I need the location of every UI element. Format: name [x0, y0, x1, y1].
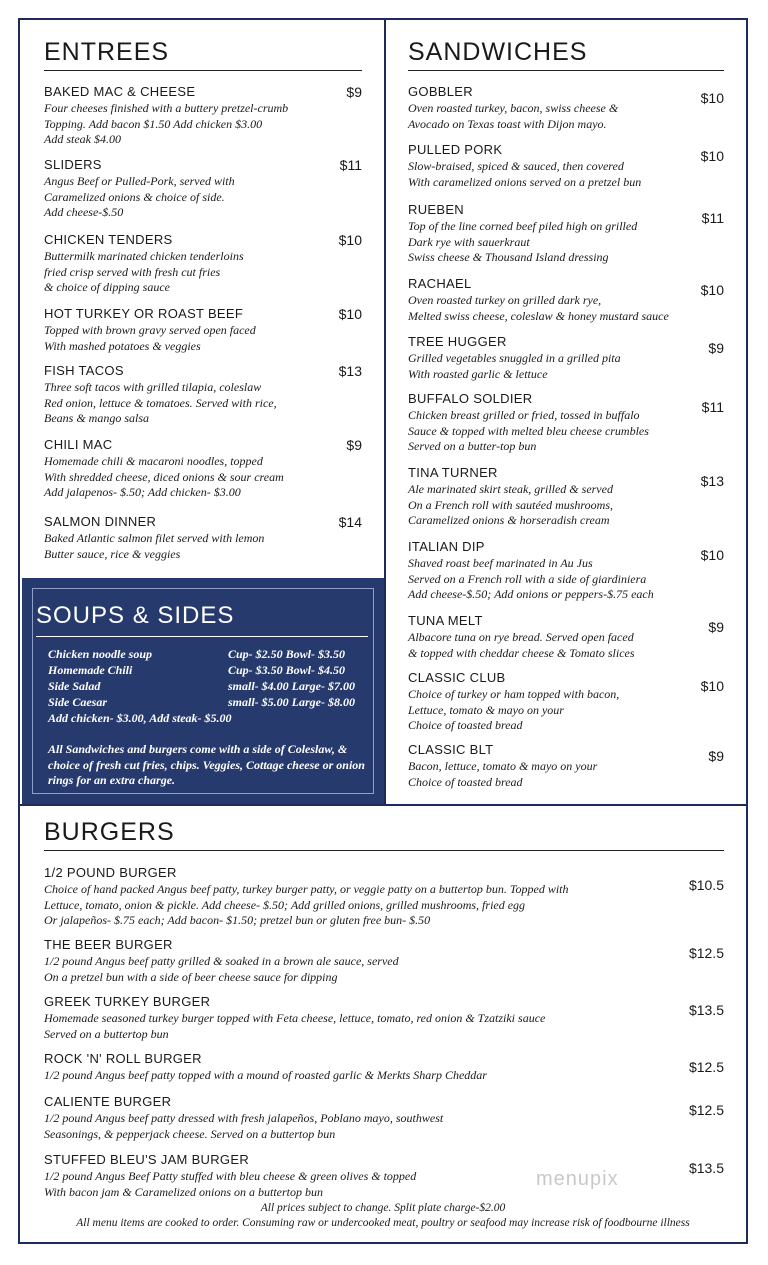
- item-price: $13.5: [688, 1160, 724, 1176]
- item-price: $9: [708, 619, 724, 635]
- item-description: Caramelized onions & horseradish cream: [408, 513, 610, 527]
- item-description: Three soft tacos with grilled tilapia, coleslaw: [44, 380, 262, 394]
- item-name: RUEBEN: [408, 202, 464, 217]
- item-price: $13: [700, 473, 724, 489]
- item-name: GOBBLER: [408, 84, 473, 99]
- soup-side-row: [48, 646, 368, 662]
- soup-side-price: small- $5.00 Large- $8.00: [228, 695, 355, 709]
- item-name: STUFFED BLEU'S JAM BURGER: [44, 1152, 250, 1167]
- item-price: $13.5: [688, 1002, 724, 1018]
- item-description: Swiss cheese & Thousand Island dressing: [408, 250, 609, 264]
- item-name: ITALIAN DIP: [408, 539, 485, 554]
- soup-side-name: Side Salad: [48, 679, 101, 693]
- burgers-rule: [44, 850, 724, 851]
- item-description: 1/2 pound Angus beef patty dressed with fresh jalapeños, Poblano mayo, southwest: [44, 1111, 444, 1125]
- item-description: Shaved roast beef marinated in Au Jus: [408, 556, 593, 570]
- item-description: Served on a buttertop bun: [44, 1026, 169, 1041]
- soups-title: SOUPS & SIDES: [36, 602, 235, 629]
- item-name: 1/2 POUND BURGER: [44, 865, 177, 880]
- item-description: Served on a butter-top bun: [408, 439, 537, 453]
- item-description: fried crisp served with fresh cut fries: [44, 264, 221, 279]
- item-name: RACHAEL: [408, 276, 472, 291]
- item-description: Choice of hand packed Angus beef patty, turkey burger patty, or veggie patty on a buttertop bun. Topped with: [44, 882, 569, 896]
- item-description: Four cheeses finished with a buttery pretzel-crumb: [44, 101, 289, 115]
- item-price: $10: [700, 547, 724, 563]
- burgers-title: BURGERS: [44, 818, 175, 846]
- soups-rule: [36, 636, 368, 637]
- item-description: Butter sauce, rice & veggies: [44, 546, 181, 561]
- item-description: Choice of toasted bread: [408, 718, 523, 732]
- item-description: Choice of toasted bread: [408, 774, 523, 789]
- item-name: CHICKEN TENDERS: [44, 232, 173, 247]
- item-price: $9: [346, 84, 362, 100]
- item-description: Add jalapenos- $.50; Add chicken- $3.00: [44, 485, 241, 499]
- item-price: $10: [700, 678, 724, 694]
- item-description: Oven roasted turkey on grilled dark rye,: [408, 293, 602, 307]
- item-price: $10: [700, 282, 724, 298]
- item-description: With bacon jam & Caramelized onions on a buttertop bun: [44, 1184, 323, 1199]
- item-description: 1/2 pound Angus Beef Patty stuffed with bleu cheese & green olives & topped: [44, 1169, 417, 1183]
- item-description: Slow-braised, spiced & sauced, then covered: [408, 159, 624, 173]
- item-description: & topped with cheddar cheese & Tomato slices: [408, 645, 635, 660]
- item-description: Topped with brown gravy served open faced: [44, 323, 256, 337]
- soup-side-name: Add chicken- $3.00, Add steak- $5.00: [48, 711, 232, 725]
- footer-prices-note: All prices subject to change. Split plate charge-$2.00: [260, 1202, 506, 1214]
- soup-side-name: Side Caesar: [48, 695, 108, 709]
- item-price: $14: [338, 514, 362, 530]
- item-description: With roasted garlic & lettuce: [408, 366, 548, 381]
- menu-item: [408, 613, 724, 661]
- item-description: On a French roll with sautéed mushrooms,: [408, 497, 613, 512]
- item-description: Homemade seasoned turkey burger topped with Feta cheese, lettuce, tomato, red onion & Tzatziki sauce: [44, 1011, 546, 1025]
- soup-side-row: [48, 678, 368, 694]
- item-price: $10: [338, 306, 362, 322]
- item-description: Oven roasted turkey, bacon, swiss cheese &: [408, 101, 619, 115]
- item-name: CLASSIC BLT: [408, 742, 494, 757]
- item-price: $12.5: [688, 945, 724, 961]
- menu-item: [44, 1051, 724, 1084]
- menu-item: [408, 465, 724, 529]
- item-name: CALIENTE BURGER: [44, 1094, 172, 1109]
- menu-item: [44, 1152, 724, 1200]
- item-name: SLIDERS: [44, 157, 102, 172]
- item-description: Add cheese-$.50: [44, 205, 124, 219]
- item-name: GREEK TURKEY BURGER: [44, 994, 211, 1009]
- item-description: & choice of dipping sauce: [44, 280, 170, 294]
- item-description: 1/2 pound Angus beef patty topped with a mound of roasted garlic & Merkts Sharp Cheddar: [44, 1068, 487, 1082]
- soups-sides-panel: [22, 578, 384, 804]
- menu-item: [44, 363, 362, 427]
- item-name: CHILI MAC: [44, 437, 113, 452]
- menu-item: [408, 202, 724, 266]
- item-description: With mashed potatoes & veggies: [44, 338, 201, 353]
- item-description: Dark rye with sauerkraut: [408, 234, 530, 249]
- item-description: Seasonings, & pepperjack cheese. Served on a buttertop bun: [44, 1126, 336, 1141]
- item-description: Beans & mango salsa: [44, 411, 149, 425]
- item-description: Grilled vegetables snuggled in a grilled pita: [408, 351, 621, 365]
- item-name: TREE HUGGER: [408, 334, 507, 349]
- item-description: Lettuce, tomato & mayo on your: [408, 702, 564, 717]
- item-price: $13: [338, 363, 362, 379]
- item-price: $9: [708, 748, 724, 764]
- menu-item: [44, 994, 724, 1042]
- item-description: 1/2 pound Angus beef patty grilled & soaked in a brown ale sauce, served: [44, 954, 399, 968]
- menu-item: [408, 334, 724, 382]
- menu-item: [408, 276, 724, 324]
- item-name: BUFFALO SOLDIER: [408, 391, 533, 406]
- menu-item: [408, 391, 724, 455]
- watermark: menupix: [536, 1168, 619, 1190]
- item-description: Choice of turkey or ham topped with bacon,: [408, 687, 620, 701]
- menu-item: [408, 142, 724, 190]
- soup-side-row: [48, 710, 368, 726]
- item-description: Add cheese-$.50; Add onions or peppers-$.75 each: [408, 587, 654, 601]
- menu-item: [44, 157, 362, 221]
- item-price: $11: [701, 399, 724, 415]
- soup-side-name: Homemade Chili: [48, 663, 133, 677]
- item-description: Bacon, lettuce, tomato & mayo on your: [408, 759, 598, 773]
- item-description: Angus Beef or Pulled-Pork, served with: [44, 174, 235, 188]
- item-description: Served on a French roll with a side of giardiniera: [408, 571, 647, 586]
- item-name: FISH TACOS: [44, 363, 124, 378]
- soup-side-price: small- $4.00 Large- $7.00: [228, 679, 355, 693]
- soup-side-name: Chicken noodle soup: [48, 647, 153, 661]
- item-description: Chicken breast grilled or fried, tossed in buffalo: [408, 408, 640, 422]
- soup-side-row: [48, 694, 368, 710]
- menu-item: [408, 670, 724, 734]
- item-description: Avocado on Texas toast with Dijon mayo.: [408, 116, 607, 131]
- menu-item: [44, 1094, 724, 1142]
- entrees-rule: [44, 70, 362, 71]
- item-description: Red onion, lettuce & tomatoes. Served with rice,: [44, 395, 277, 410]
- item-name: TUNA MELT: [408, 613, 483, 628]
- menu-item: [44, 514, 362, 562]
- item-name: HOT TURKEY OR ROAST BEEF: [44, 306, 244, 321]
- item-name: PULLED PORK: [408, 142, 503, 157]
- column-divider: [384, 20, 386, 806]
- item-description: Add steak $4.00: [44, 132, 121, 146]
- entrees-title: ENTREES: [44, 38, 170, 66]
- sandwiches-title: SANDWICHES: [408, 38, 588, 66]
- item-price: $10: [700, 148, 724, 164]
- item-description: Sauce & topped with melted bleu cheese crumbles: [408, 423, 649, 438]
- section-divider: [20, 804, 746, 806]
- soup-side-row: [48, 662, 368, 678]
- item-name: CLASSIC CLUB: [408, 670, 506, 685]
- item-description: Lettuce, tomato, onion & pickle. Add cheese- $.50; Add grilled onions, grilled mushrooms, fried egg: [44, 897, 526, 912]
- menu-item: [44, 306, 362, 354]
- item-description: Melted swiss cheese, coleslaw & honey mustard sauce: [408, 308, 669, 323]
- item-name: THE BEER BURGER: [44, 937, 173, 952]
- item-description: With shredded cheese, diced onions & sour cream: [44, 469, 284, 484]
- menu-item: [408, 84, 724, 132]
- item-description: Top of the line corned beef piled high on grilled: [408, 219, 638, 233]
- item-price: $10: [338, 232, 362, 248]
- item-description: Caramelized onions & choice of side.: [44, 189, 225, 204]
- item-price: $9: [346, 437, 362, 453]
- item-name: BAKED MAC & CHEESE: [44, 84, 196, 99]
- footer-health-warning: All menu items are cooked to order. Consuming raw or undercooked meat, poultry or seafood may increase risk of foodbourne illness: [76, 1217, 690, 1229]
- item-description: On a pretzel bun with a side of beer cheese sauce for dipping: [44, 969, 338, 984]
- soup-side-price: Cup- $2.50 Bowl- $3.50: [228, 647, 346, 661]
- item-description: Buttermilk marinated chicken tenderloins: [44, 249, 244, 263]
- item-price: $12.5: [688, 1059, 724, 1075]
- item-description: Or jalapeños- $.75 each; Add bacon- $1.50; pretzel bun or gluten free bun- $.50: [44, 913, 431, 927]
- item-price: $11: [701, 210, 724, 226]
- item-name: TINA TURNER: [408, 465, 498, 480]
- item-price: $9: [708, 340, 724, 356]
- item-price: $12.5: [688, 1102, 724, 1118]
- soup-side-price: Cup- $3.50 Bowl- $4.50: [228, 663, 346, 677]
- menu-item: [44, 84, 362, 148]
- item-price: $10: [700, 90, 724, 106]
- item-price: $10.5: [688, 877, 724, 893]
- menu-item: [44, 937, 724, 985]
- sandwiches-rule: [408, 70, 724, 71]
- item-name: SALMON DINNER: [44, 514, 157, 529]
- item-price: $11: [339, 157, 362, 173]
- sides-note: All Sandwiches and burgers come with a side of Coleslaw, & choice of fresh cut fries, chips. Veggies, Cottage cheese or onion rings for an extra charge.: [48, 742, 365, 787]
- menu-item: [408, 742, 724, 790]
- menu-item: [44, 232, 362, 296]
- item-description: Baked Atlantic salmon filet served with lemon: [44, 531, 265, 545]
- item-description: Albacore tuna on rye bread. Served open faced: [408, 630, 634, 644]
- item-name: ROCK 'N' ROLL BURGER: [44, 1051, 202, 1066]
- menu-item: [44, 437, 362, 501]
- menu-item: [44, 865, 724, 929]
- item-description: With caramelized onions served on a pretzel bun: [408, 174, 642, 189]
- item-description: Homemade chili & macaroni noodles, topped: [44, 454, 263, 468]
- item-description: Ale marinated skirt steak, grilled & served: [408, 482, 613, 496]
- item-description: Topping. Add bacon $1.50 Add chicken $3.00: [44, 116, 263, 131]
- menu-item: [408, 539, 724, 603]
